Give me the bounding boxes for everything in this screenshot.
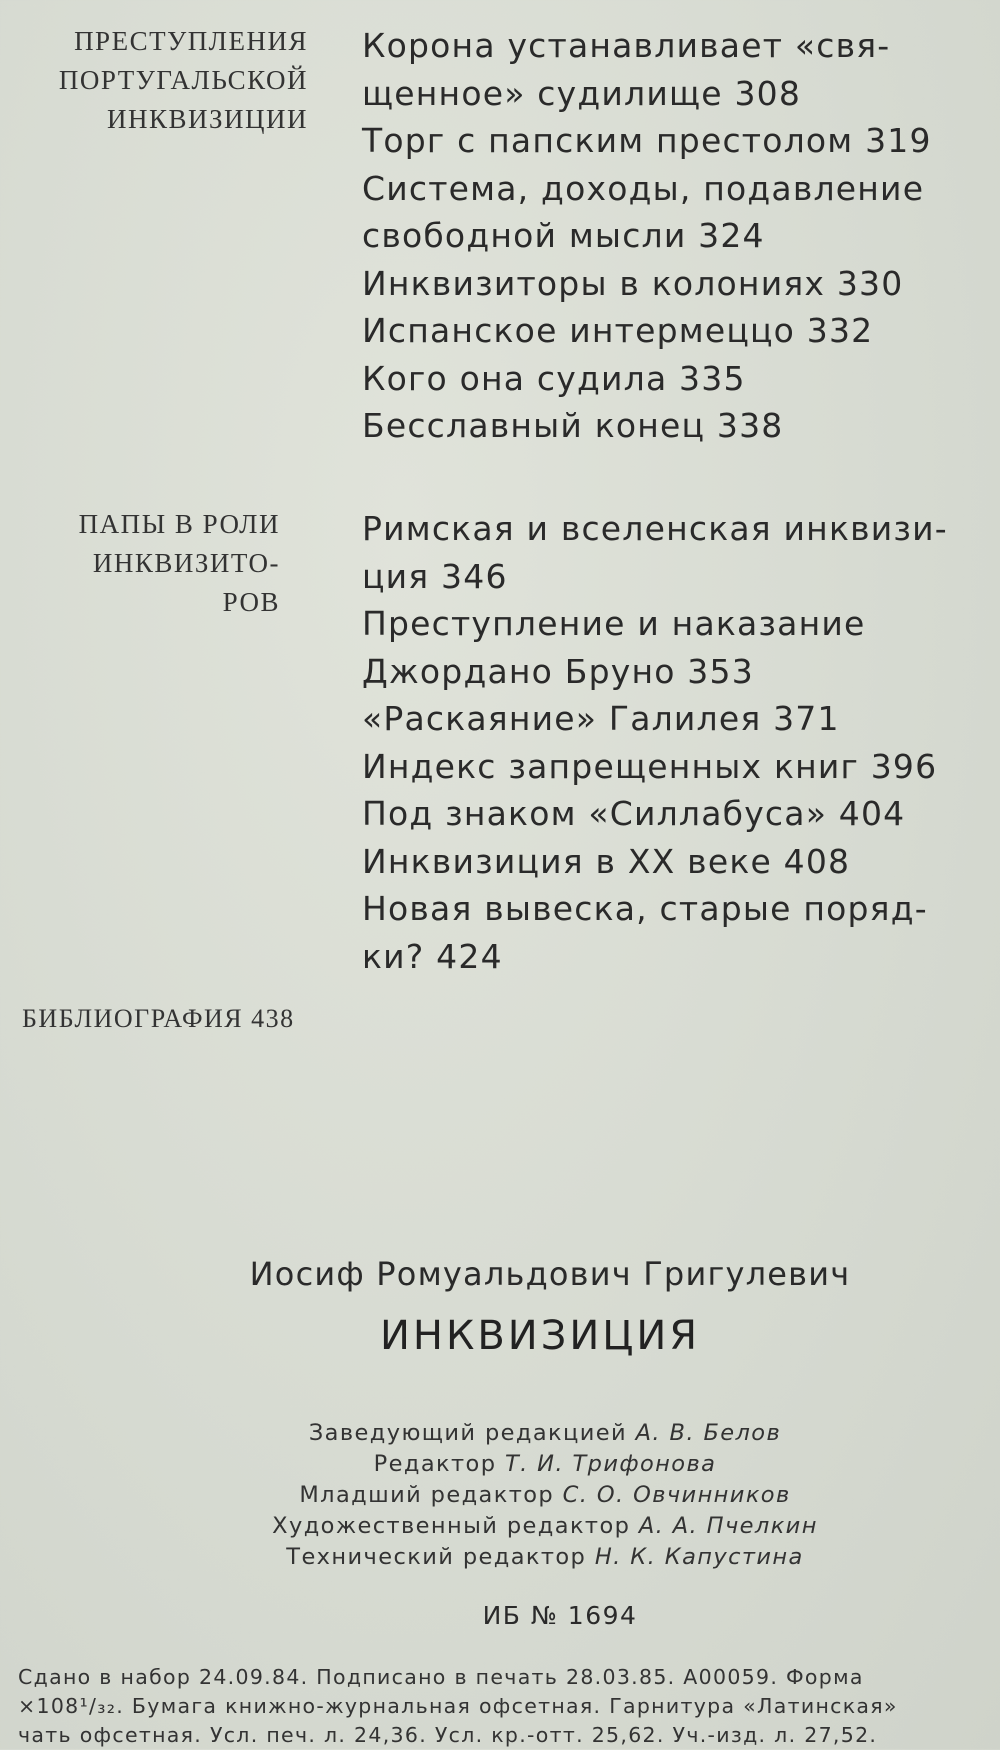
staff-name: А. А. Пчелкин	[638, 1513, 818, 1539]
section-heading	[8, 505, 280, 622]
staff-role: Технический редактор	[286, 1544, 587, 1570]
toc-entry	[362, 22, 982, 117]
staff-row	[90, 1480, 1000, 1511]
toc-entry-line: Индекс запрещенных книг 396	[362, 746, 938, 786]
toc-entry	[362, 505, 982, 600]
toc-entry	[362, 885, 982, 980]
toc-entry-line: Испанское интермеццо 332	[362, 311, 874, 350]
toc-entry	[362, 743, 982, 791]
toc-entry	[362, 260, 982, 308]
imprint-line: ×108¹/₃₂. Бумага книжно-журнальная офсетная. Гарнитура «Латинская»	[18, 1694, 898, 1718]
staff-role: Младший редактор	[299, 1482, 555, 1508]
toc-entry	[362, 790, 982, 838]
section-heading-line: ПАПЫ В РОЛИ	[78, 509, 280, 539]
imprint-details	[18, 1663, 1000, 1750]
staff-row	[90, 1511, 1000, 1542]
imprint-line: чать офсетная. Усл. печ. л. 24,36. Усл. кр.-отт. 25,62. Уч.-изд. л. 27,52.	[18, 1723, 878, 1747]
section-heading-line: ИНКВИЗИТО-	[92, 548, 280, 578]
book-title: ИНКВИЗИЦИЯ	[379, 1313, 701, 1359]
toc-entry-line: Торг с папским престолом 319	[362, 121, 932, 160]
editorial-staff	[0, 1418, 1000, 1573]
toc-entry-line: Инквизиция в XX веке 408	[362, 841, 851, 881]
toc-entry-line: Новая вывеска, старые поряд-	[362, 889, 928, 928]
toc-entry-line: ция 346	[362, 556, 508, 596]
toc-entry-line: Римская и вселенская инквизи-	[362, 509, 948, 548]
section-heading	[8, 22, 308, 139]
toc-entries	[362, 505, 982, 980]
section-heading-line: ПОРТУГАЛЬСКОЙ	[58, 65, 308, 95]
toc-entry-line: ки? 424	[362, 936, 503, 976]
toc-entry-line: щенное» судилище 308	[362, 73, 802, 113]
section-heading-line: ИНКВИЗИЦИИ	[106, 104, 308, 134]
toc-entry-line: «Раскаяние» Галилея 371	[362, 699, 840, 738]
staff-row	[90, 1542, 1000, 1573]
toc-entry	[362, 648, 982, 696]
toc-entry-line: Под знаком «Силлабуса» 404	[362, 794, 906, 833]
staff-name: Т. И. Трифонова	[504, 1451, 717, 1477]
bibliography-entry: БИБЛИОГРАФИЯ 438	[22, 1004, 295, 1033]
section-heading-line: ПРЕСТУПЛЕНИЯ	[74, 26, 308, 56]
staff-name: А. В. Белов	[635, 1420, 782, 1446]
toc-entry-line: Кого она судила 335	[362, 358, 746, 398]
staff-role: Редактор	[373, 1451, 497, 1477]
toc-entry-line: Система, доходы, подавление	[362, 168, 925, 208]
staff-role: Заведующий редакцией	[308, 1420, 628, 1446]
toc-entry	[362, 307, 982, 355]
section-heading-line: РОВ	[222, 587, 280, 617]
ib-number: ИБ № 1694	[482, 1601, 638, 1630]
toc-entry-line: Преступление и наказание	[362, 604, 866, 643]
toc-entry-line: свободной мысли 324	[362, 216, 765, 255]
toc-entry	[362, 402, 982, 450]
author-name: Иосиф Ромуальдович Григулевич	[249, 1255, 851, 1293]
staff-name: Н. К. Капустина	[594, 1544, 804, 1570]
toc-entry	[362, 838, 982, 886]
staff-row	[90, 1449, 1000, 1480]
toc-entry	[362, 355, 982, 403]
toc-entry	[362, 695, 982, 743]
toc-entry-line: Корона устанавливает «свя-	[362, 26, 891, 65]
toc-entry-line: Инквизиторы в колониях 330	[362, 263, 904, 303]
toc-entry	[362, 600, 982, 648]
toc-entry	[362, 117, 982, 165]
imprint-line: Сдано в набор 24.09.84. Подписано в печать 28.03.85. А00059. Форма	[18, 1665, 864, 1689]
toc-entry-line: Джордано Бруно 353	[362, 651, 754, 691]
toc-entries	[362, 22, 982, 450]
staff-role: Художественный редактор	[272, 1513, 631, 1539]
toc-entry-line: Бесславный конец 338	[362, 406, 784, 445]
staff-row	[90, 1418, 1000, 1449]
toc-entry	[362, 165, 982, 260]
staff-name: С. О. Овчинников	[562, 1482, 791, 1508]
